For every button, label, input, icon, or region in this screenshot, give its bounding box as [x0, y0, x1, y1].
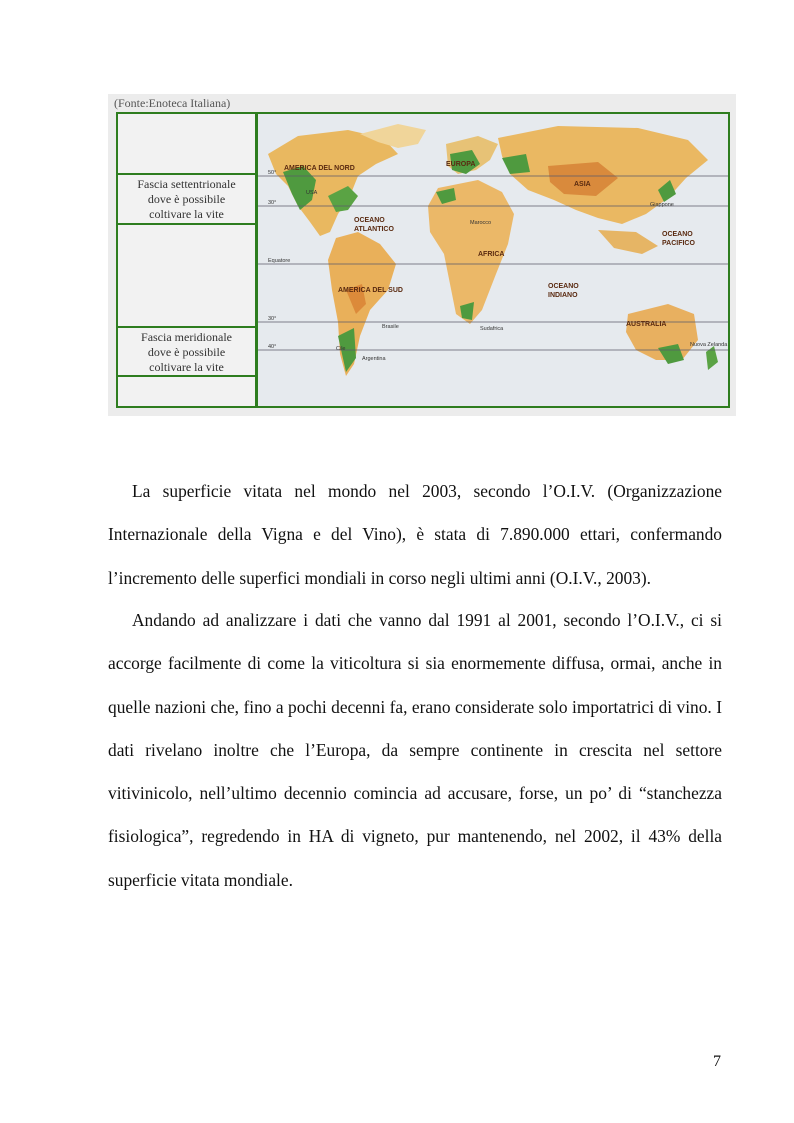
label-indian-2: INDIANO [548, 292, 578, 299]
label-usa: USA [306, 190, 318, 196]
label-atlantic-2: ATLANTICO [354, 226, 394, 233]
label-morocco: Marocco [470, 220, 492, 226]
world-map-svg [258, 114, 728, 406]
label-europe: EUROPA [446, 161, 476, 168]
label-australia: AUSTRALIA [626, 321, 667, 328]
legend-row-north [118, 175, 255, 225]
paragraph-2-block [108, 599, 722, 902]
paragraph-1: La superficie vitata nel mondo nel 2003, secondo l’O.I.V. (Organizzazione Internazionale della Vigna e del Vino), è stata di 7.890.000 ettari, confermando l’incremento delle superfici mondiali in corso negli ultimi anni (O.I.V., 2003). [108, 481, 722, 588]
legend-row-top [118, 114, 255, 175]
label-atlantic-1: OCEANO [354, 217, 385, 224]
figure-source: (Fonte:Enoteca Italiana) [114, 96, 231, 110]
legend-row-south [118, 328, 255, 377]
label-equator: Equatore [268, 258, 291, 264]
legend-panel [116, 112, 257, 408]
legend-south-label: Fascia meridionale dove è possibile coltivare la vite [141, 330, 232, 374]
label-north-america: AMERICA DEL NORD [284, 165, 355, 172]
label-lat-30n: 30° [268, 200, 277, 206]
label-south-africa: Sudafrica [480, 326, 504, 332]
label-new-zealand: Nuova Zelanda [690, 342, 728, 348]
label-south-america: AMERICA DEL SUD [338, 287, 403, 294]
label-brazil: Brasile [382, 324, 399, 330]
label-japan: Giappone [650, 202, 674, 208]
label-asia: ASIA [574, 181, 591, 188]
label-lat-50n: 50° [268, 170, 277, 176]
legend-north-label: Fascia settentrionale dove è possibile coltivare la vite [137, 177, 236, 221]
label-lat-40s: 40° [268, 344, 277, 350]
label-pacific-1: OCEANO [662, 231, 693, 238]
paragraph-2: Andando ad analizzare i dati che vanno dal 1991 al 2001, secondo l’O.I.V., ci si accorge facilmente di come la viticoltura si sia enormemente diffusa, ormai, anche in quelle nazioni che, fino a pochi decenni fa, erano considerate solo importatrici di vino. I dati rivelano inoltre che l’Europa, da sempre continente in crescita nel settore vitivinicolo, nell’ultimo decennio comincia ad accusare, forse, un po’ di “stanchezza fisiologica”, regredendo in HA di vigneto, pur mantenendo, nel 2002, il 43% della superficie vitata mondiale. [108, 610, 722, 890]
page-number: 7 [713, 1053, 721, 1070]
vine-zones-figure [108, 94, 736, 416]
label-pacific-2: PACIFICO [662, 240, 695, 247]
label-africa: AFRICA [478, 251, 505, 258]
paragraph-1-block [108, 470, 722, 600]
label-chile: Cile [336, 346, 346, 352]
world-map [256, 112, 730, 408]
label-argentina: Argentina [362, 356, 386, 362]
label-lat-30s: 30° [268, 316, 277, 322]
label-indian-1: OCEANO [548, 283, 579, 290]
legend-row-tropics [118, 225, 255, 328]
